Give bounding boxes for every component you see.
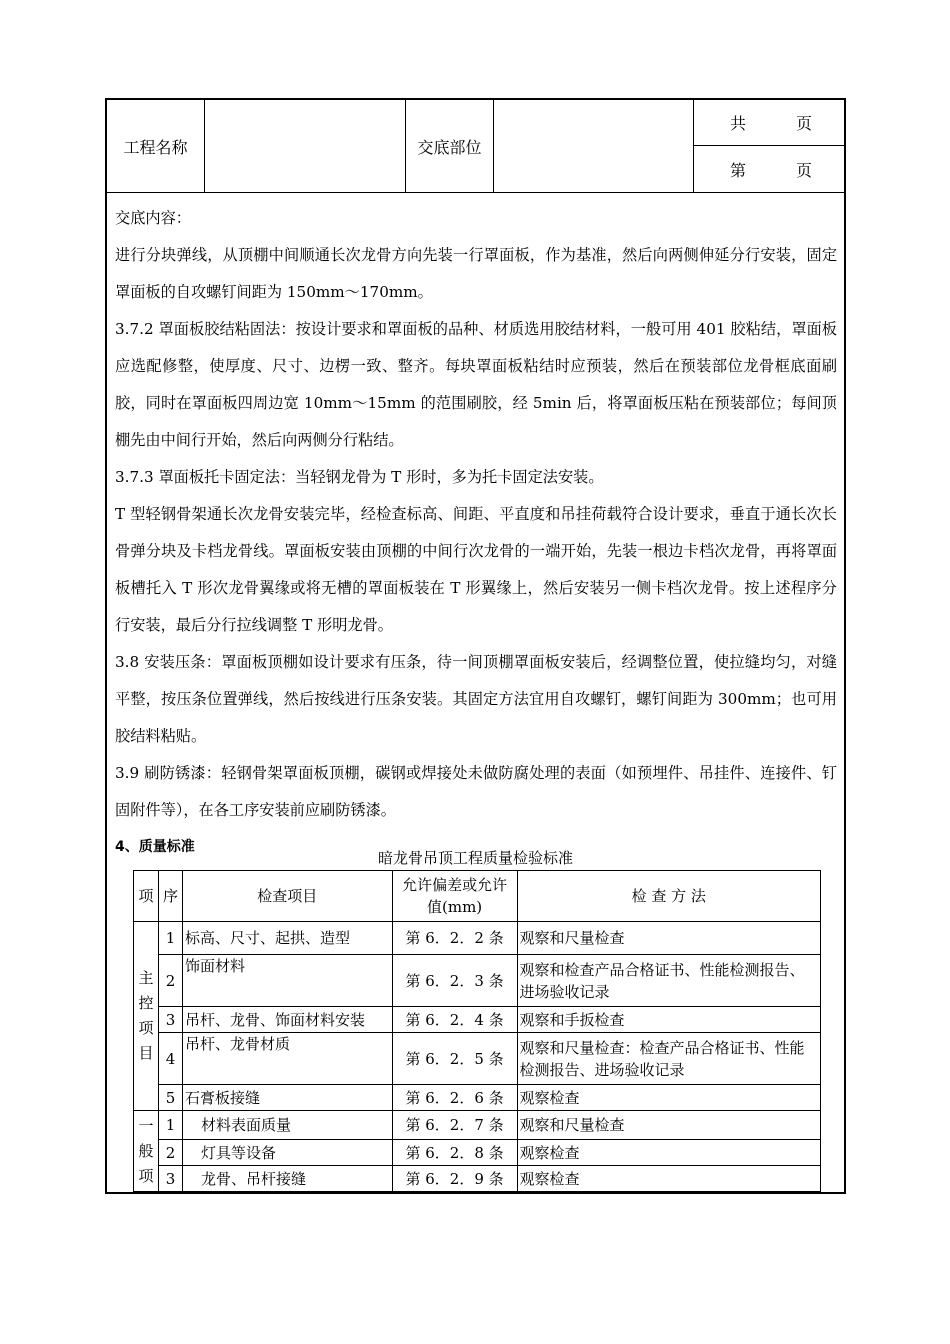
content-paragraph: 进行分块弹线，从顶棚中间顺通长次龙骨方向先装一行罩面板，作为基准，然后向两侧伸延分行安装，固定罩面板的自攻螺钉间距为 150mm～170mm。 xyxy=(115,246,837,301)
row-tolerance: 第 6．2．3 条 xyxy=(392,955,517,1007)
row-method: 观察检查 xyxy=(517,1140,821,1166)
row-item: 吊杆、龙骨材质 xyxy=(182,1033,392,1085)
row-seq: 3 xyxy=(158,1166,182,1192)
table-row xyxy=(134,1033,821,1085)
table-header-row xyxy=(134,871,821,922)
row-method: 观察和尺量检查 xyxy=(517,1111,821,1140)
row-method: 观察和尺量检查：检查产品合格证书、性能检测报告、进场验收记录 xyxy=(517,1033,821,1085)
row-seq: 4 xyxy=(158,1033,182,1085)
row-method: 观察检查 xyxy=(517,1085,821,1111)
form-header xyxy=(107,100,844,193)
table-row xyxy=(134,955,821,1007)
table-row xyxy=(134,922,821,955)
handover-part-label: 交底部位 xyxy=(406,100,494,192)
row-item: 灯具等设备 xyxy=(182,1140,392,1166)
row-tolerance: 第 6．2．6 条 xyxy=(392,1085,517,1111)
row-item: 石膏板接缝 xyxy=(182,1085,392,1111)
project-name-label: 工程名称 xyxy=(107,100,205,192)
general-group: 一般项 xyxy=(134,1111,159,1192)
page-number xyxy=(694,146,844,192)
header-seq: 序 xyxy=(158,871,182,922)
header-tolerance: 允许偏差或允许值(mm) xyxy=(392,871,517,922)
row-item: 吊杆、龙骨、饰面材料安装 xyxy=(182,1007,392,1033)
row-seq: 3 xyxy=(158,1007,182,1033)
table-row xyxy=(134,1085,821,1111)
row-tolerance: 第 6．2．5 条 xyxy=(392,1033,517,1085)
table-row xyxy=(134,1111,821,1140)
row-method: 观察和尺量检查 xyxy=(517,922,821,955)
table-row xyxy=(134,1140,821,1166)
content-paragraph: 3.7.2 罩面板胶结粘固法：按设计要求和罩面板的品种、材质选用胶结材料，一般可用 401 胶粘结，罩面板应选配修整，使厚度、尺寸、边楞一致、整齐。每块罩面板粘结时应预装，然后在预装部位龙骨框底面刷胶，同时在罩面板四周边宽 10mm～15mm 的范围刷胶，经 5min 后，将罩面板压粘在预装部位；每间顶棚先由中间行开始，然后向两侧分行粘结。 xyxy=(115,320,837,449)
row-method: 观察和检查产品合格证书、性能检测报告、进场验收记录 xyxy=(517,955,821,1007)
header-item: 项 xyxy=(134,871,159,922)
handover-content xyxy=(115,200,837,866)
row-tolerance: 第 6．2．2 条 xyxy=(392,922,517,955)
row-seq: 2 xyxy=(158,955,182,1007)
total-pages-unit: 页 xyxy=(796,114,813,133)
main-control-group: 主控项目 xyxy=(134,922,159,1111)
content-paragraph: 3.9 刷防锈漆：轻钢骨架罩面板顶棚，碳钢或焊接处未做防腐处理的表面（如预埋件、吊挂件、连接件、钉固附件等），在各工序安装前应刷防锈漆。 xyxy=(115,764,837,819)
row-seq: 2 xyxy=(158,1140,182,1166)
row-seq: 5 xyxy=(158,1085,182,1111)
row-item: 龙骨、吊杆接缝 xyxy=(182,1166,392,1192)
row-seq: 1 xyxy=(158,922,182,955)
project-name-field[interactable] xyxy=(205,100,406,192)
page-number-label: 第 xyxy=(730,160,747,180)
table-row xyxy=(134,1007,821,1033)
page-number-unit: 页 xyxy=(796,160,813,180)
row-tolerance: 第 6．2．9 条 xyxy=(392,1166,517,1192)
total-pages-label: 共 xyxy=(730,114,747,133)
row-tolerance: 第 6．2．8 条 xyxy=(392,1140,517,1166)
quality-table-title: 暗龙骨吊顶工程质量检验标准 xyxy=(377,849,573,867)
row-item: 饰面材料 xyxy=(182,955,392,1007)
row-method: 观察和手扳检查 xyxy=(517,1007,821,1033)
total-pages xyxy=(694,100,844,146)
row-tolerance: 第 6．2．4 条 xyxy=(392,1007,517,1033)
content-paragraph: 3.7.3 罩面板托卡固定法：当轻钢龙骨为 T 形时，多为托卡固定法安装。 xyxy=(115,468,604,486)
content-paragraph: 交底内容： xyxy=(115,209,191,227)
handover-form xyxy=(105,98,846,1194)
table-row xyxy=(134,1166,821,1192)
handover-part-field[interactable] xyxy=(494,100,694,192)
row-method: 观察检查 xyxy=(517,1166,821,1192)
header-check-item: 检查项目 xyxy=(182,871,392,922)
row-item: 材料表面质量 xyxy=(182,1111,392,1140)
row-item: 标高、尺寸、起拱、造型 xyxy=(182,922,392,955)
row-seq: 1 xyxy=(158,1111,182,1140)
row-tolerance: 第 6．2．7 条 xyxy=(392,1111,517,1140)
content-paragraph: T 型轻钢骨架通长次龙骨安装完毕，经检查标高、间距、平直度和吊挂荷载符合设计要求，垂直于通长次长骨弹分块及卡档龙骨线。罩面板安装由顶棚的中间行次龙骨的一端开始，先装一根边卡档次龙骨，再将罩面板槽托入 T 形次龙骨翼缘或将无槽的罩面板装在 T 形翼缘上，然后安装另一侧卡档次龙骨。按上述程序分行安装，最后分行拉线调整 T 形明龙骨。 xyxy=(115,505,837,634)
quality-standard-table xyxy=(133,870,821,1192)
header-method: 检 查 方 法 xyxy=(517,871,821,922)
section-heading: 4、质量标准 xyxy=(115,839,195,855)
content-paragraph: 3.8 安装压条：罩面板顶棚如设计要求有压条，待一间顶棚罩面板安装后，经调整位置，使拉缝均匀，对缝平整，按压条位置弹线，然后按线进行压条安装。其固定方法宜用自攻螺钉，螺钉间距为 300mm；也可用胶结料粘贴。 xyxy=(115,653,837,745)
